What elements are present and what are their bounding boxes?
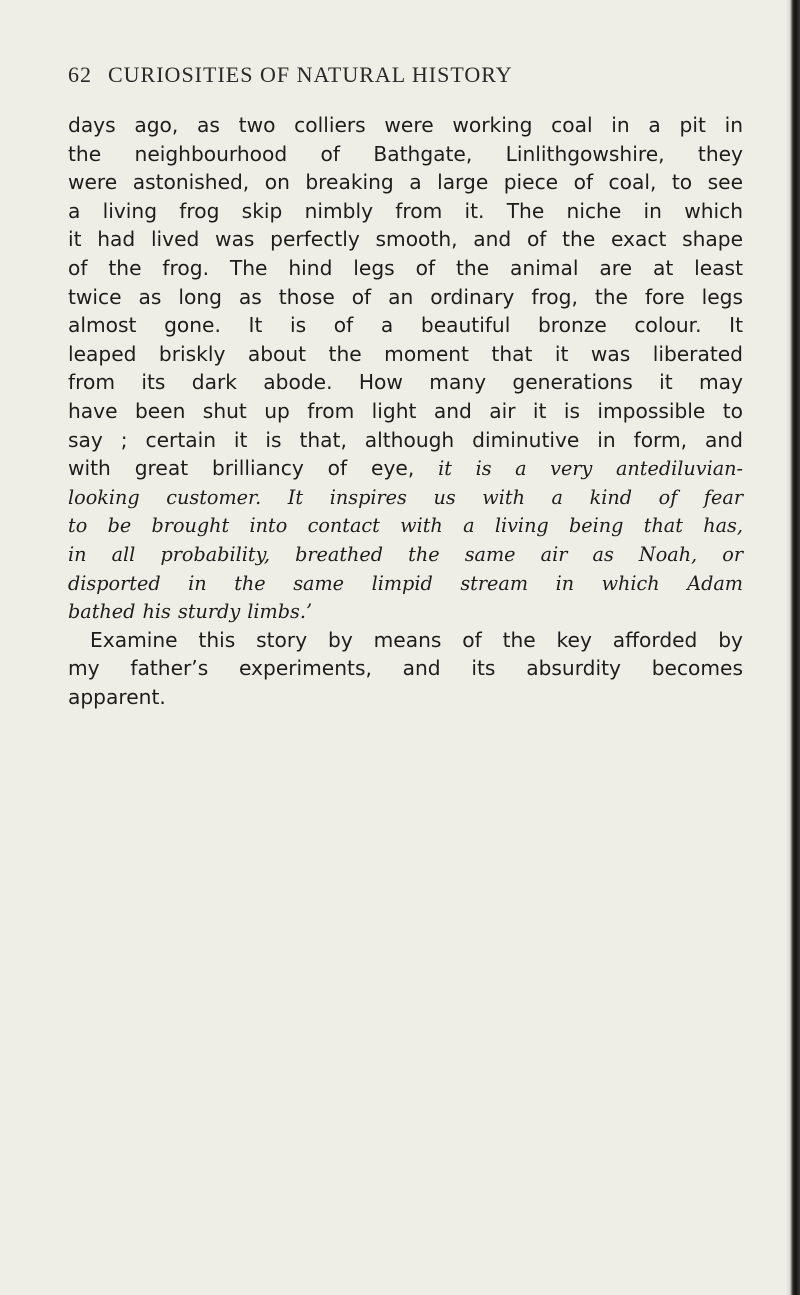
- text-run: my father’s experiments, and its absurdity becomes: [68, 656, 743, 681]
- italic-text: bathed his sturdy limbs.’: [68, 600, 313, 624]
- text-run: a living frog skip nimbly from it. The niche in which: [68, 198, 743, 223]
- text-line: [68, 597, 743, 626]
- text-line: [68, 283, 743, 312]
- text-line: [68, 340, 743, 369]
- italic-text: disported in the same limpid stream in which Adam: [68, 571, 743, 595]
- text-line: [68, 569, 743, 598]
- text-run: with great brilliancy of eye,: [68, 456, 439, 481]
- text-line: [68, 626, 743, 655]
- text-line: [68, 511, 743, 540]
- body-text: [68, 111, 743, 711]
- text-run: almost gone. It is of a beautiful bronze colour. It: [68, 313, 743, 338]
- text-run: the neighbourhood of Bathgate, Linlithgowshire, they: [68, 141, 743, 166]
- text-line: [68, 540, 743, 569]
- italic-text: to be brought into contact with a living being that has,: [68, 514, 743, 538]
- text-line: [68, 426, 743, 455]
- text-run: leaped briskly about the moment that it was liberated: [68, 341, 743, 366]
- text-run: have been shut up from light and air it is impossible to: [68, 398, 743, 423]
- text-line: [68, 197, 743, 226]
- text-line: [68, 311, 743, 340]
- italic-text: in all probability, breathed the same air as Noah, or: [68, 542, 743, 566]
- text-line: [68, 168, 743, 197]
- text-run: say ; certain it is that, although diminutive in form, and: [68, 427, 743, 452]
- text-run: apparent.: [68, 684, 166, 709]
- text-line: [68, 254, 743, 283]
- text-run: of the frog. The hind legs of the animal are at least: [68, 255, 743, 280]
- text-line: [68, 654, 743, 683]
- text-run: days ago, as two colliers were working coal in a pit in: [68, 113, 743, 137]
- italic-text: it is a very antediluvian-: [438, 457, 743, 481]
- text-line: [68, 140, 743, 169]
- text-run: from its dark abode. How many generations it may: [68, 370, 743, 395]
- text-line: [68, 225, 743, 254]
- page-edge-shadow: [786, 0, 800, 1295]
- text-run: were astonished, on breaking a large piece of coal, to see: [68, 170, 743, 195]
- text-run: twice as long as those of an ordinary frog, the fore legs: [68, 284, 743, 309]
- text-line: [68, 483, 743, 512]
- text-line: [68, 368, 743, 397]
- text-line: [68, 111, 743, 140]
- running-title: CURIOSITIES OF NATURAL HISTORY: [108, 62, 513, 87]
- text-line: [68, 683, 743, 712]
- text-run: Examine this story by means of the key afforded by: [90, 627, 743, 652]
- text-run: it had lived was perfectly smooth, and of the exact shape: [68, 227, 743, 252]
- italic-text: looking customer. It inspires us with a kind of fear: [68, 485, 743, 509]
- text-line: [68, 454, 743, 483]
- page-number: 62: [68, 62, 92, 87]
- text-line: [68, 397, 743, 426]
- running-head: [68, 62, 768, 88]
